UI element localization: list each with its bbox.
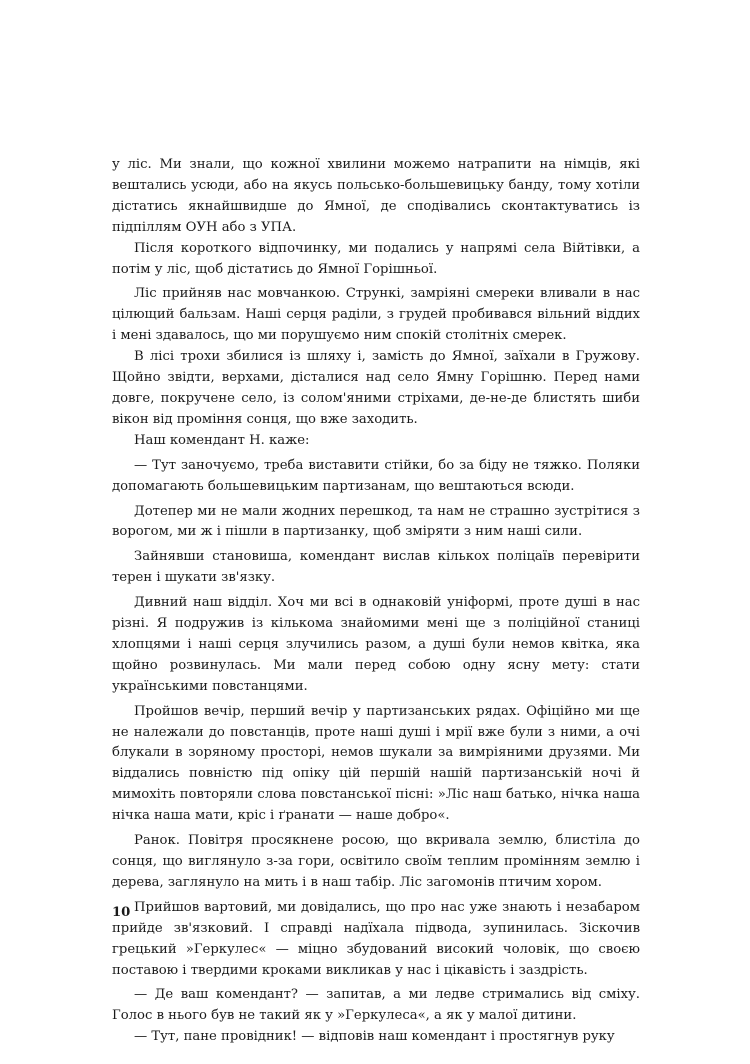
page-number: 10: [112, 905, 131, 920]
paragraph: В лісі трохи збилися із шляху і, замість до Ямної, заїхали в Гружову. Щойно звідти, верхами, дісталися над село Ямну Горішню. Перед нами довге, покручене село, із солом'яними стріхами, де-не-де блистять шиби вікон від проміння сонця, що вже заходить.: [112, 349, 640, 427]
paragraph: Ліс прийняв нас мовчанкою. Стрункі, замріяні смереки вливали в нас цілющий бальзам. Наші серця раділи, з грудей пробивався вільний віддих і мені здавалось, що ми порушуємо ним спокій столітніх смерек.: [112, 286, 640, 344]
paragraph: — Тут, пане провідник! — відповів наш комендант і простягнув руку: [134, 1029, 615, 1045]
paragraph: Після короткого відпочинку, ми подались у напрямі села Війтівки, а потім у ліс, щоб дістатись до Ямної Горішньої.: [112, 240, 640, 277]
paragraph: — Тут заночуємо, треба виставити стійки, бо за біду не тяжко. Поляки допомагають большевицьким партизанам, що вештаються всюди.: [112, 457, 640, 494]
paragraph: Ранок. Повітря просякнене росою, що вкривала землю, блистіла до сонця, що виглянуло з-за гори, освітило своїм теплим промінням землю і дерева, заглянуло на мить і в наш табір. Ліс загомонів птичим хором.: [112, 833, 640, 890]
paragraph: Дотепер ми не мали жодних перешкод, та нам не страшно зустрітися з ворогом, ми ж і пішли в партизанку, щоб зміряти з ним наші сили.: [112, 503, 640, 540]
paragraph: у ліс. Ми знали, що кожної хвилини можемо натрапити на німців, які вешталиcь усюди, або на якусь польсько-большевицьку банду, тому хотіли дістатись якнайшвидше до Ямної, де сподівались сконтактуватись із підпіллям ОУН або з УПА.: [112, 157, 640, 235]
paragraph: Прийшов вартовий, ми довідались, що про нас уже знають і незабаром прийде зв'язковий. І справді надїхала підвода, зупинилась. Зіскочив грецький »Геркулес« — міцно збудований високий чоловік, що своєю поставою і твердими кроками викликав у нас і цікавість і заздрість.: [112, 899, 640, 978]
paragraph: Дивний наш відділ. Хоч ми всі в однаковій уніформі, проте душі в нас різні. Я подружив із кількома знайомими мені ще з поліційної станиці хлопцями і наші серця злучились разом, а душі були немов квітка, яка щойно розвинулась. Ми мали перед собою одну ясну мету: стати українськими повстанцями.: [112, 595, 640, 694]
body-text: [112, 155, 640, 1048]
paragraph: — Де ваш комендант? — запитав, а ми ледве стримались від сміху. Голос в нього був не такий як у »Геркулеса«, а як у малої дитини.: [112, 987, 640, 1024]
paragraph: Зайнявши становиша, комендант вислав кількох поліцаїв перевірити терен і шукати зв'язку.: [112, 549, 640, 586]
paragraph: Пройшов вечір, перший вечір у партизанських рядах. Офіційно ми ще не належали до повстанців, проте наші душі і мрії вже були з ними, а очі блукали в зоряному просторі, немов шукали за вимріяними друзями. Ми віддались повністю під опіку цій першій нашій партизанській ночі й мимохіть повторяли слова повстанської пісні: »Ліс наш батько, нічка наша нічка наша мати, кріс і ґранати — наше добро«.: [112, 703, 640, 824]
paragraph: Наш комендант Н. каже:: [134, 432, 310, 448]
